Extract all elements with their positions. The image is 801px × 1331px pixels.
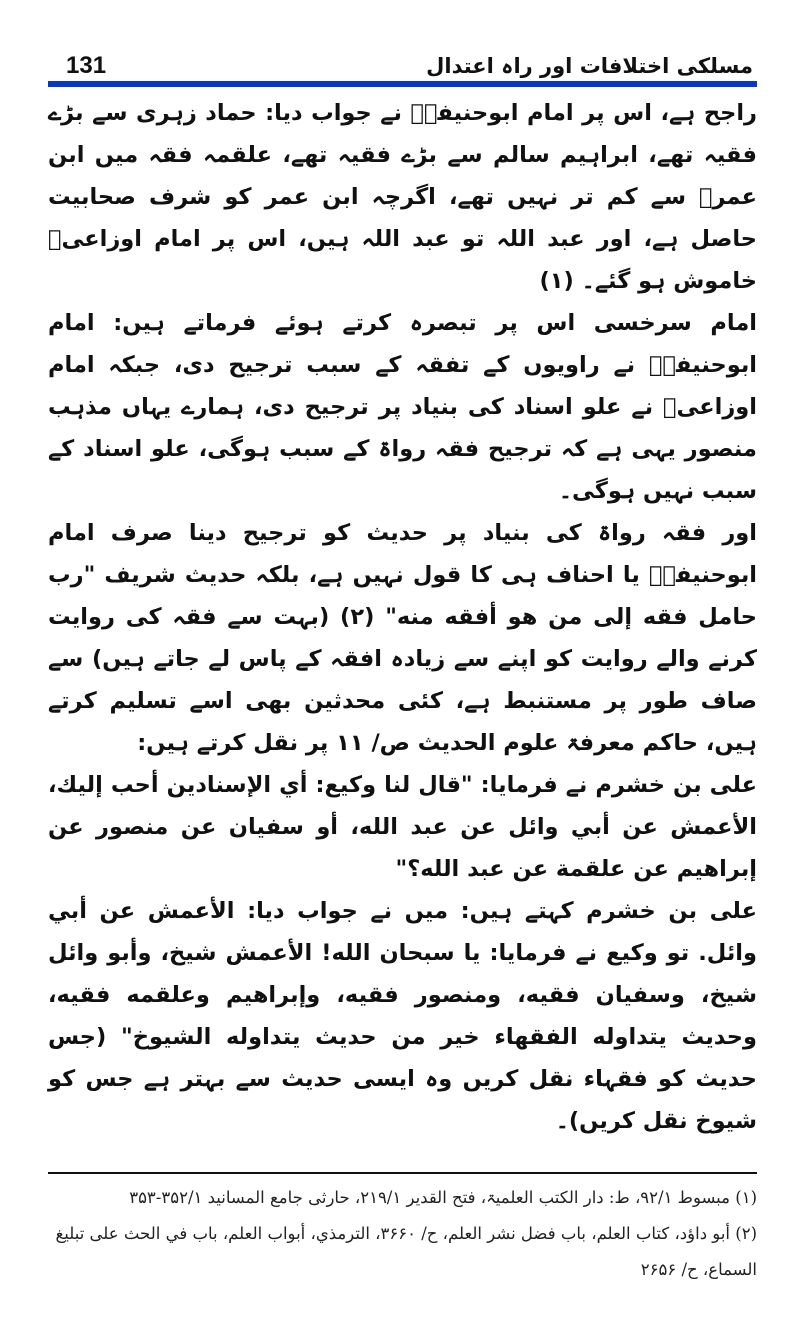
- header-rule: [48, 81, 757, 87]
- page-number: 131: [66, 52, 107, 79]
- paragraph-3: اور فقہ رواۃ کی بنیاد پر حدیث کو ترجیح دینا صرف امام ابوحنیفہؒ یا احناف ہی کا قول نہیں ہے، بلکہ حدیث شریف "رب حامل فقه إلى من هو أفقه منه" (۲) (بہت سے فقہ کی روایت کرنے والے روایت کو اپنے سے زیادہ افقہ کے پاس لے جاتے ہیں) سے صاف طور پر مستنبط ہے، کئی محدثین بھی اسے تسلیم کرتے ہیں، حاکم معرفۃ علوم الحدیث ص/ ۱۱ پر نقل کرتے ہیں:: [48, 520, 757, 756]
- paragraph-2: امام سرخسی اس پر تبصرہ کرتے ہوئے فرماتے ہیں: امام ابوحنیفہؒ نے راویوں کے تفقہ کے سبب ترجیح دی، جبکہ امام اوزاعیؒ نے علو اسناد کی بنیاد پر ترجیح دی، ہمارے یہاں مذہب منصور یہی ہے کہ ترجیح فقہ رواۃ کے سبب ہوگی، علو اسناد کے سبب نہیں ہوگی۔: [48, 310, 757, 504]
- paragraph-5: علی بن خشرم کہتے ہیں: میں نے جواب دیا: الأعمش عن أبي وائل. تو وکیع نے فرمایا: يا سبحان الله! الأعمش شيخ، وأبو وائل شيخ، وسفيان فقيه، ومنصور فقيه، وإبراهيم وعلقمه فقيه، وحديث يتداوله الفقهاء خير من حديث يتداوله الشيوخ" (جس حدیث کو فقہاء نقل کریں وہ ایسی حدیث سے بہتر ہے جس کو شیوخ نقل کریں)۔: [48, 898, 757, 1134]
- paragraph-4-quote: علی بن خشرم نے فرمایا: "قال لنا وكيع: أي الإسنادين أحب إليك، الأعمش عن أبي وائل عن عبد الله، أو سفيان عن منصور عن إبراهيم عن علقمة عن عبد الله؟": [48, 772, 757, 882]
- running-header-title: مسلکی اختلافات اور راہ اعتدال: [426, 54, 753, 78]
- footnotes: [48, 1180, 757, 1288]
- main-text: [48, 92, 757, 1142]
- footnote-rule: [48, 1172, 757, 1174]
- footnote-2: (۲) أبو داؤد، كتاب العلم، باب فضل نشر العلم، ح/ ۳۶۶۰، الترمذي، أبواب العلم، باب في الحث على تبليغ السماع، ح/ ۲۶۵۶: [55, 1224, 757, 1279]
- paragraph-1: راجح ہے، اس پر امام ابوحنیفہؒ نے جواب دیا: حماد زہری سے بڑے فقیہ تھے، ابراہیم سالم سے بڑے فقیہ تھے، علقمہ فقہ میں ابن عمرؓ سے کم تر نہیں تھے، اگرچہ ابن عمر کو شرف صحابیت حاصل ہے، اور عبد اللہ تو عبد اللہ ہیں، اس پر امام اوزاعیؒ خاموش ہو گئے۔ (۱): [48, 100, 757, 294]
- footnote-1: (۱) مبسوط ۹۲/۱، ط: دار الکتب العلمیۃ، فتح القدیر ۲۱۹/۱، حارثی جامع المسانید ۳۵۲/۱-۳۵۳: [129, 1188, 757, 1207]
